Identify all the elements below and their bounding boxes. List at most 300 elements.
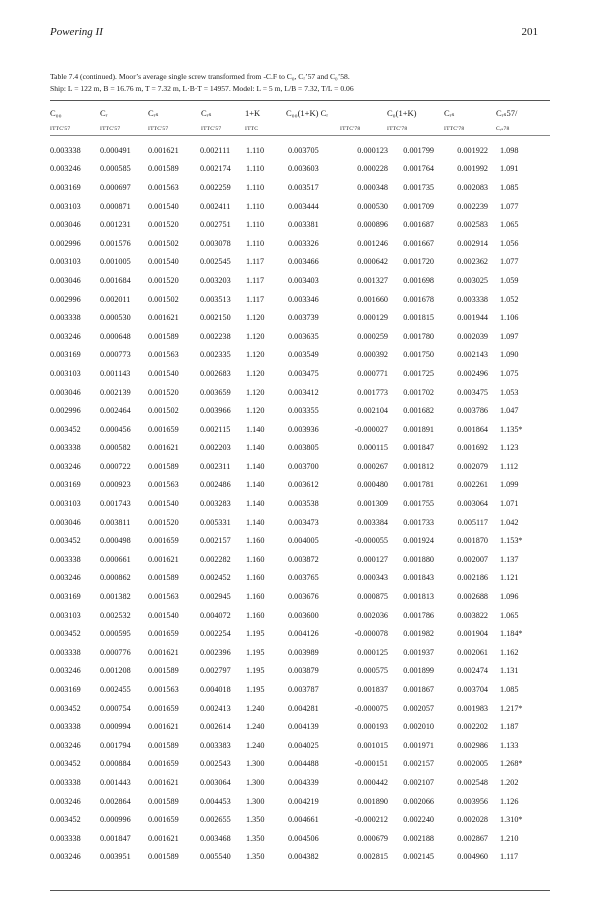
table-row [50,160,534,179]
table-cell: 0.001667 [403,238,434,248]
table-cell: 1.140 [246,499,265,509]
table-cell: 0.003603 [288,164,319,174]
column-subheader-9: ITTC'78 [444,126,465,132]
table-cell: 0.002007 [457,554,488,564]
table-cell: 0.003025 [457,275,488,285]
table-caption [50,71,550,95]
table-cell: 0.003103 [50,499,81,509]
table-cell: 0.000642 [357,257,388,267]
table-cell: 0.001563 [148,592,179,602]
table-cell: 0.002486 [200,480,231,490]
table-cell: 0.003468 [200,833,231,843]
table-cell: 0.003700 [288,461,319,471]
table-cell: 0.003538 [288,499,319,509]
table-cell: 0.001773 [357,387,388,397]
table-cell: 1.137 [500,554,519,564]
table-cell: 0.001735 [403,182,434,192]
table-cell: 0.001659 [148,536,179,546]
table-cell: 1.160 [246,610,265,620]
table-cell: 0.002543 [200,759,231,769]
column-subheader-5: ITTC [245,126,259,132]
table-cell: 0.001659 [148,815,179,825]
table-cell: 0.002010 [403,722,434,732]
table-cell: 0.000498 [100,536,131,546]
table-cell: 0.003659 [200,387,231,397]
table-cell: 1.110 [246,201,265,211]
table-cell: 0.001005 [100,257,131,267]
table-cell: 0.001309 [357,499,388,509]
table-cell: 0.003103 [50,257,81,267]
table-cell: 1.202 [500,777,519,787]
table-cell: 1.160 [246,554,265,564]
table-cell: 0.002203 [200,443,231,453]
table-cell: 0.000595 [100,629,131,639]
table-cell: 1.075 [500,368,519,378]
table-cell: 0.001659 [148,703,179,713]
table-cell: 0.002452 [200,573,231,583]
data-table [50,141,534,866]
table-cell: 1.140 [246,461,265,471]
table-cell: 0.001780 [403,331,434,341]
table-cell: -0.000078 [354,629,388,639]
table-cell: 0.002335 [200,350,231,360]
table-cell: 0.000582 [100,443,131,453]
table-cell: 0.002311 [200,461,231,471]
table-cell: 0.003444 [288,201,319,211]
table-row [50,178,534,197]
table-cell: 0.001781 [403,480,434,490]
table-cell: 0.001890 [357,796,388,806]
table-cell: 0.003452 [50,424,81,434]
table-cell: 0.003338 [50,833,81,843]
table-row [50,197,534,216]
table-cell: 0.002157 [403,759,434,769]
table-cell: 0.003705 [288,145,319,155]
table-cell: 0.001692 [457,443,488,453]
table-row [50,680,534,699]
table-cell: 0.001684 [100,275,131,285]
table-cell: 0.000228 [357,164,388,174]
column-header-4: Cᵣₛ [201,108,212,118]
table-cell: 0.003872 [288,554,319,564]
table-row [50,346,534,365]
table-cell: 0.003704 [457,685,488,695]
table-cell: 0.004139 [288,722,319,732]
table-row [50,550,534,569]
table-cell: 0.001520 [148,275,179,285]
table-cell: 1.052 [500,294,519,304]
table-row [50,439,534,458]
table-cell: 0.003966 [200,406,231,416]
table-cell: 1.120 [246,313,265,323]
table-cell: 0.001944 [457,313,488,323]
table-cell: 0.002474 [457,666,488,676]
table-cell: 1.110 [246,164,265,174]
table-cell: 1.120 [246,387,265,397]
table-cell: 0.002238 [200,331,231,341]
table-cell: 0.003612 [288,480,319,490]
table-cell: 0.002254 [200,629,231,639]
running-head: Powering II [50,26,103,38]
table-cell: 1.120 [246,350,265,360]
table-cell: 0.001563 [148,350,179,360]
table-cell: 0.003246 [50,164,81,174]
table-cell: 0.001520 [148,517,179,527]
table-cell: 0.005540 [200,852,231,862]
table-row [50,810,534,829]
table-cell: 0.000994 [100,722,131,732]
table-cell: 1.135* [500,424,523,434]
table-cell: 0.002815 [357,852,388,862]
table-cell: 0.000896 [357,220,388,230]
table-cell: 0.000129 [357,313,388,323]
table-row [50,569,534,588]
table-top-rule [50,100,550,101]
table-cell: 0.001702 [403,387,434,397]
table-cell: -0.000151 [354,759,388,769]
table-cell: 0.003452 [50,536,81,546]
table-cell: 1.110 [246,182,265,192]
table-cell: 0.003786 [457,406,488,416]
column-subheader-3: ITTC'57 [148,126,169,132]
table-cell: 0.003676 [288,592,319,602]
table-cell: 0.001621 [148,554,179,564]
table-cell: 0.003452 [50,703,81,713]
table-cell: 1.140 [246,424,265,434]
table-cell: 0.004488 [288,759,319,769]
table-cell: 0.001143 [100,368,131,378]
table-cell: 0.002005 [457,759,488,769]
table-cell: 0.001621 [148,313,179,323]
table-cell: 1.140 [246,517,265,527]
table-cell: 0.002145 [403,852,434,862]
table-row [50,401,534,420]
table-cell: 0.002186 [457,573,488,583]
table-cell: 0.003739 [288,313,319,323]
table-cell: 0.002683 [200,368,231,378]
table-cell: 0.003384 [357,517,388,527]
table-cell: 0.000125 [357,647,388,657]
table-cell: 0.003064 [457,499,488,509]
table-cell: 0.003203 [200,275,231,285]
table-cell: 0.001015 [357,740,388,750]
table-cell: 0.001678 [403,294,434,304]
table-cell: 0.003805 [288,443,319,453]
table-row [50,699,534,718]
table-cell: 0.002583 [457,220,488,230]
table-cell: 0.003046 [50,220,81,230]
table-cell: 0.003956 [457,796,488,806]
table-cell: 0.003046 [50,275,81,285]
table-cell: 0.001660 [357,294,388,304]
table-cell: 0.001709 [403,201,434,211]
table-row [50,234,534,253]
table-cell: 1.056 [500,238,519,248]
table-cell: 0.002111 [200,145,231,155]
table-cell: 0.001589 [148,461,179,471]
table-cell: 0.003822 [457,610,488,620]
table-row [50,308,534,327]
table-cell: 0.000771 [357,368,388,378]
table-cell: 0.004219 [288,796,319,806]
table-cell: 0.000575 [357,666,388,676]
table-cell: 0.001880 [403,554,434,564]
column-header-10: Cᵣₛ57/ [496,108,518,118]
table-cell: 0.004005 [288,536,319,546]
table-cell: 1.240 [246,722,265,732]
table-cell: 0.001725 [403,368,434,378]
table-cell: 1.120 [246,368,265,378]
table-row [50,606,534,625]
table-cell: 0.002061 [457,647,488,657]
table-cell: 1.117 [246,294,265,304]
caption-ship-model: Ship: L = 122 m, B = 16.76 m, T = 7.32 m, L·B·T = 14957. Model: L = 5 m, L/B = 7.32, T/L = 0.06 [50,84,354,93]
table-cell: 0.003936 [288,424,319,434]
column-header-2: Cᵣ [100,108,108,118]
table-cell: 1.047 [500,406,519,416]
table-cell: 0.002239 [457,201,488,211]
table-cell: 0.001231 [100,220,131,230]
table-cell: 0.003046 [50,387,81,397]
table-cell: 0.001246 [357,238,388,248]
table-cell: 1.120 [246,406,265,416]
table-cell: 0.002945 [200,592,231,602]
table-cell: 0.001786 [403,610,434,620]
table-cell: 0.004025 [288,740,319,750]
table-cell: 1.042 [500,517,519,527]
table-cell: 0.000343 [357,573,388,583]
table-bottom-rule [50,890,550,891]
table-cell: 0.001815 [403,313,434,323]
table-cell: 0.001540 [148,368,179,378]
table-cell: 0.002413 [200,703,231,713]
table-cell: 0.001971 [403,740,434,750]
table-cell: 0.001682 [403,406,434,416]
table-cell: 1.120 [246,331,265,341]
table-cell: 0.001540 [148,499,179,509]
table-cell: 0.003246 [50,331,81,341]
table-cell: 0.001540 [148,610,179,620]
table-cell: 1.350 [246,833,265,843]
table-cell: 1.160 [246,573,265,583]
table-cell: 0.001733 [403,517,434,527]
table-cell: 1.240 [246,740,265,750]
table-cell: 0.001904 [457,629,488,639]
table-cell: 0.003103 [50,610,81,620]
table-cell: 0.001659 [148,759,179,769]
table-cell: 0.001843 [403,573,434,583]
table-cell: 0.001540 [148,257,179,267]
table-cell: 0.003169 [50,592,81,602]
table-cell: 0.003326 [288,238,319,248]
table-cell: 0.002057 [403,703,434,713]
table-cell: 1.131 [500,666,519,676]
table-cell: 0.001576 [100,238,131,248]
table-cell: 0.001698 [403,275,434,285]
table-cell: 0.001899 [403,666,434,676]
table-cell: 1.240 [246,703,265,713]
table-cell: 0.002028 [457,815,488,825]
table-cell: 0.002986 [457,740,488,750]
table-cell: 0.004339 [288,777,319,787]
table-cell: 0.000773 [100,350,131,360]
table-cell: 0.003078 [200,238,231,248]
table-cell: 0.002107 [403,777,434,787]
table-cell: 0.003989 [288,647,319,657]
table-row [50,587,534,606]
table-cell: 0.002039 [457,331,488,341]
table-cell: 0.002464 [100,406,131,416]
table-cell: 0.000348 [357,182,388,192]
table-cell: 0.000776 [100,647,131,657]
table-cell: 0.003412 [288,387,319,397]
table-cell: 0.002259 [200,182,231,192]
table-row [50,457,534,476]
table-cell: 0.001589 [148,740,179,750]
table-cell: 0.001208 [100,666,131,676]
table-cell: 0.001327 [357,275,388,285]
table-cell: 0.004281 [288,703,319,713]
table-cell: 0.003452 [50,815,81,825]
table-cell: 0.000697 [100,182,131,192]
table-cell: 0.002202 [457,722,488,732]
table-row [50,494,534,513]
table-cell: 0.002751 [200,220,231,230]
table-cell: 0.001589 [148,164,179,174]
table-row [50,792,534,811]
table-cell: 0.002083 [457,182,488,192]
table-cell: 0.001502 [148,294,179,304]
table-row [50,531,534,550]
table-cell: 0.002143 [457,350,488,360]
table-cell: 1.350 [246,815,265,825]
table-cell: 0.002867 [457,833,488,843]
table-cell: 0.001563 [148,480,179,490]
table-cell: 0.003169 [50,350,81,360]
table-cell: 0.000480 [357,480,388,490]
table-cell: 0.003403 [288,275,319,285]
table-cell: 0.003169 [50,182,81,192]
table-cell: 0.000115 [357,443,388,453]
table-cell: 0.002411 [200,201,231,211]
table-cell: 0.001502 [148,238,179,248]
table-cell: 1.110 [246,238,265,248]
table-cell: 0.003383 [200,740,231,750]
column-header-5: 1+K [245,108,261,118]
table-cell: 0.001589 [148,573,179,583]
table-cell: -0.000027 [354,424,388,434]
table-cell: 1.350 [246,852,265,862]
table-cell: 1.195 [246,685,265,695]
table-cell: 0.001621 [148,647,179,657]
table-cell: 0.003103 [50,201,81,211]
table-cell: 0.003346 [288,294,319,304]
table-cell: 0.000259 [357,331,388,341]
table-cell: 0.002362 [457,257,488,267]
table-cell: 0.004453 [200,796,231,806]
table-cell: 0.003466 [288,257,319,267]
table-cell: 0.002036 [357,610,388,620]
table-cell: 0.004661 [288,815,319,825]
table-row [50,476,534,495]
table-cell: 1.300 [246,796,265,806]
table-cell: 1.268* [500,759,523,769]
table-row [50,383,534,402]
table-row [50,829,534,848]
table-cell: 0.002139 [100,387,131,397]
table-cell: 0.003338 [457,294,488,304]
table-cell: 0.003246 [50,461,81,471]
table-cell: 0.001563 [148,685,179,695]
column-subheader-7: ITTC'78 [340,126,361,132]
table-cell: 0.002655 [200,815,231,825]
table-cell: 0.001621 [148,443,179,453]
table-cell: 0.001924 [403,536,434,546]
table-cell: 0.003951 [100,852,131,862]
table-cell: 1.117 [246,275,265,285]
table-cell: -0.000075 [354,703,388,713]
table-cell: 0.003246 [50,796,81,806]
table-cell: 0.003600 [288,610,319,620]
column-subheader-4: ITTC'57 [201,126,222,132]
table-cell: 0.004506 [288,833,319,843]
table-cell: 1.160 [246,536,265,546]
table-cell: 0.004382 [288,852,319,862]
table-cell: 0.001589 [148,331,179,341]
table-cell: 1.059 [500,275,519,285]
table-cell: 0.002066 [403,796,434,806]
table-row [50,736,534,755]
table-cell: 0.001847 [100,833,131,843]
table-cell: 1.071 [500,499,519,509]
table-cell: 0.001589 [148,666,179,676]
table-cell: 0.002011 [100,294,131,304]
table-cell: 0.000661 [100,554,131,564]
table-row [50,662,534,681]
table-cell: 1.184* [500,629,523,639]
table-cell: 0.000267 [357,461,388,471]
table-cell: 0.004960 [457,852,488,862]
table-cell: 1.187 [500,722,519,732]
table-cell: 1.117 [246,257,265,267]
table-cell: 0.000491 [100,145,131,155]
table-cell: 0.001867 [403,685,434,695]
table-cell: 0.002104 [357,406,388,416]
table-cell: 0.001891 [403,424,434,434]
table-cell: 0.000722 [100,461,131,471]
table-cell: 0.001589 [148,852,179,862]
table-cell: 0.005117 [457,517,488,527]
table-cell: 1.077 [500,257,519,267]
table-row [50,717,534,736]
table-cell: 0.003355 [288,406,319,416]
table-cell: 1.140 [246,443,265,453]
table-cell: 1.153* [500,536,523,546]
table-cell: 0.000648 [100,331,131,341]
table-cell: 0.002532 [100,610,131,620]
table-cell: 0.001743 [100,499,131,509]
table-cell: 0.000123 [357,145,388,155]
table-cell: 0.001837 [357,685,388,695]
table-cell: 0.002150 [200,313,231,323]
table-cell: 0.000923 [100,480,131,490]
table-cell: 1.096 [500,592,519,602]
table-cell: 0.000442 [357,777,388,787]
table-cell: 0.002797 [200,666,231,676]
table-cell: 0.001755 [403,499,434,509]
table-cell: 1.300 [246,777,265,787]
table-cell: 0.004072 [200,610,231,620]
